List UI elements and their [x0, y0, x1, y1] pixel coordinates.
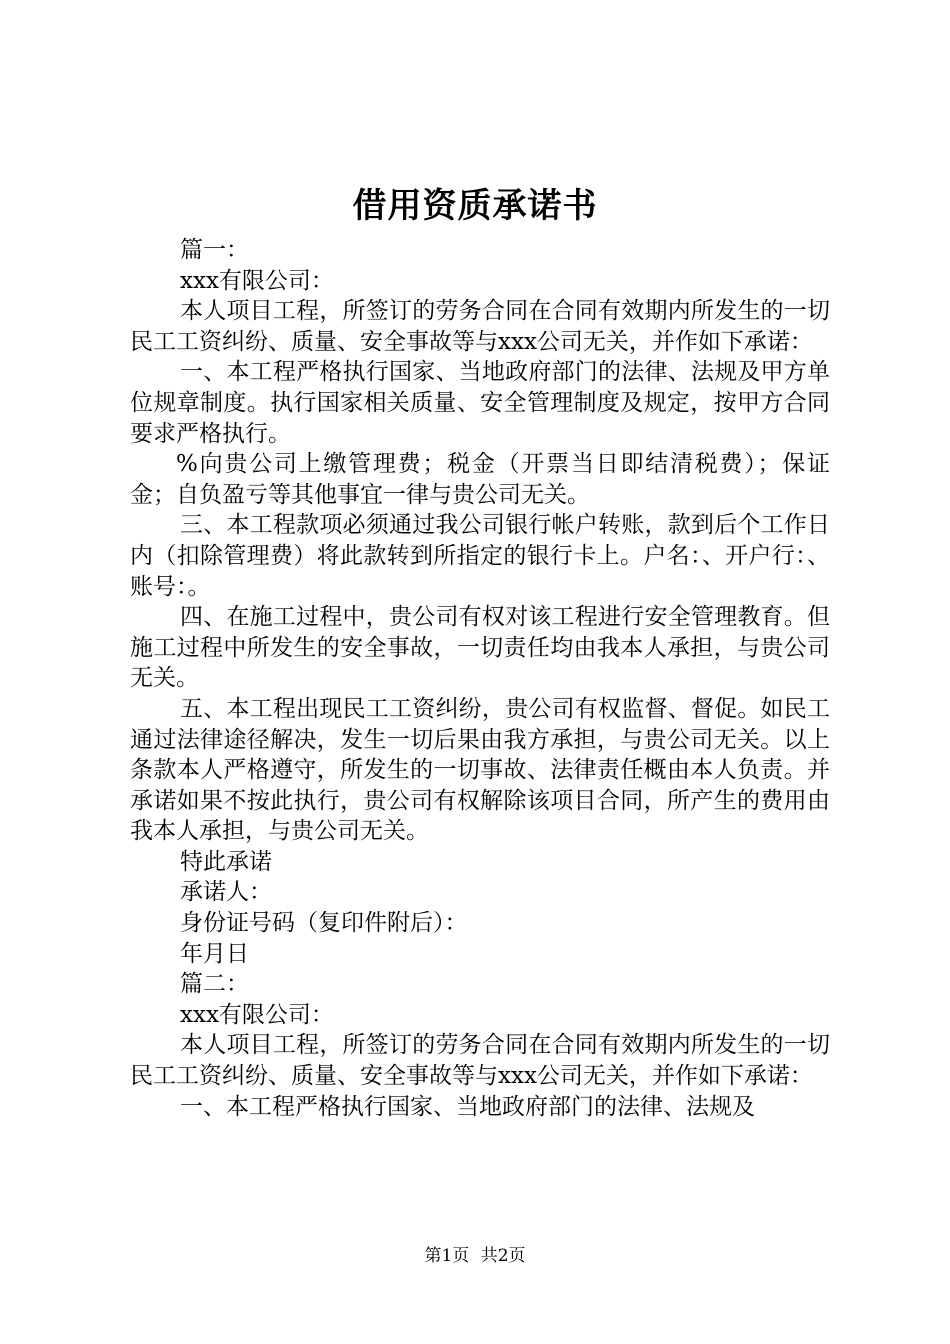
- paragraph-clause-2: %向贵公司上缴管理费；税金（开票当日即结清税费）；保证金；自负盈亏等其他事宜一律与贵公司无关。: [130, 451, 830, 508]
- document-title: 借用资质承诺书: [352, 186, 598, 226]
- paragraph-clause-3: 三、本工程款项必须通过我公司银行帐户转账，款到后个工作日内（扣除管理费）将此款转到所指定的银行卡上。户名：、开户行：、账号：。: [130, 512, 830, 600]
- section-heading-1: 篇一：: [180, 237, 249, 263]
- id-number-label: 身份证号码（复印件附后）：: [180, 910, 468, 937]
- addressee-1: xxx有限公司：: [180, 267, 334, 294]
- paragraph-clause-4: 四、在施工过程中，贵公司有权对该工程进行安全管理教育。但施工过程中所发生的安全事故，一切责任均由我本人承担，与贵公司无关。: [130, 604, 830, 692]
- paragraph-intro-2: 本人项目工程，所签订的劳务合同在合同有效期内所发生的一切民工工资纠纷、质量、安全事故等与xxx公司无关，并作如下承诺：: [130, 1032, 830, 1090]
- page-footer: [0, 1244, 950, 1268]
- closing-statement: 特此承诺: [180, 848, 272, 875]
- paragraph-clause-1-b: 一、本工程严格执行国家、当地政府部门的法律、法规及: [180, 1093, 755, 1120]
- paragraph-clause-1: 一、本工程严格执行国家、当地政府部门的法律、法规及甲方单位规章制度。执行国家相关质量、安全管理制度及规定，按甲方合同要求严格执行。: [130, 359, 830, 447]
- signatory-label: 承诺人：: [180, 879, 272, 906]
- page-total: 共2页: [480, 1246, 526, 1266]
- addressee-2: xxx有限公司：: [180, 1001, 334, 1028]
- page-number: 第1页: [424, 1246, 470, 1266]
- paragraph-clause-5: 五、本工程出现民工工资纠纷，贵公司有权监督、督促。如民工通过法律途径解决，发生一切后果由我方承担，与贵公司无关。以上条款本人严格遵守，所发生的一切事故、法律责任概由本人负责。并承诺如果不按此执行，贵公司有权解除该项目合同，所产生的费用由我本人承担，与贵公司无关。: [130, 695, 830, 845]
- section-heading-2: 篇二：: [180, 971, 249, 998]
- date-label: 年月日: [180, 940, 249, 967]
- paragraph-intro-1: 本人项目工程，所签订的劳务合同在合同有效期内所发生的一切民工工资纠纷、质量、安全事故等与xxx公司无关，并作如下承诺：: [130, 298, 830, 355]
- document-body: [130, 235, 830, 1122]
